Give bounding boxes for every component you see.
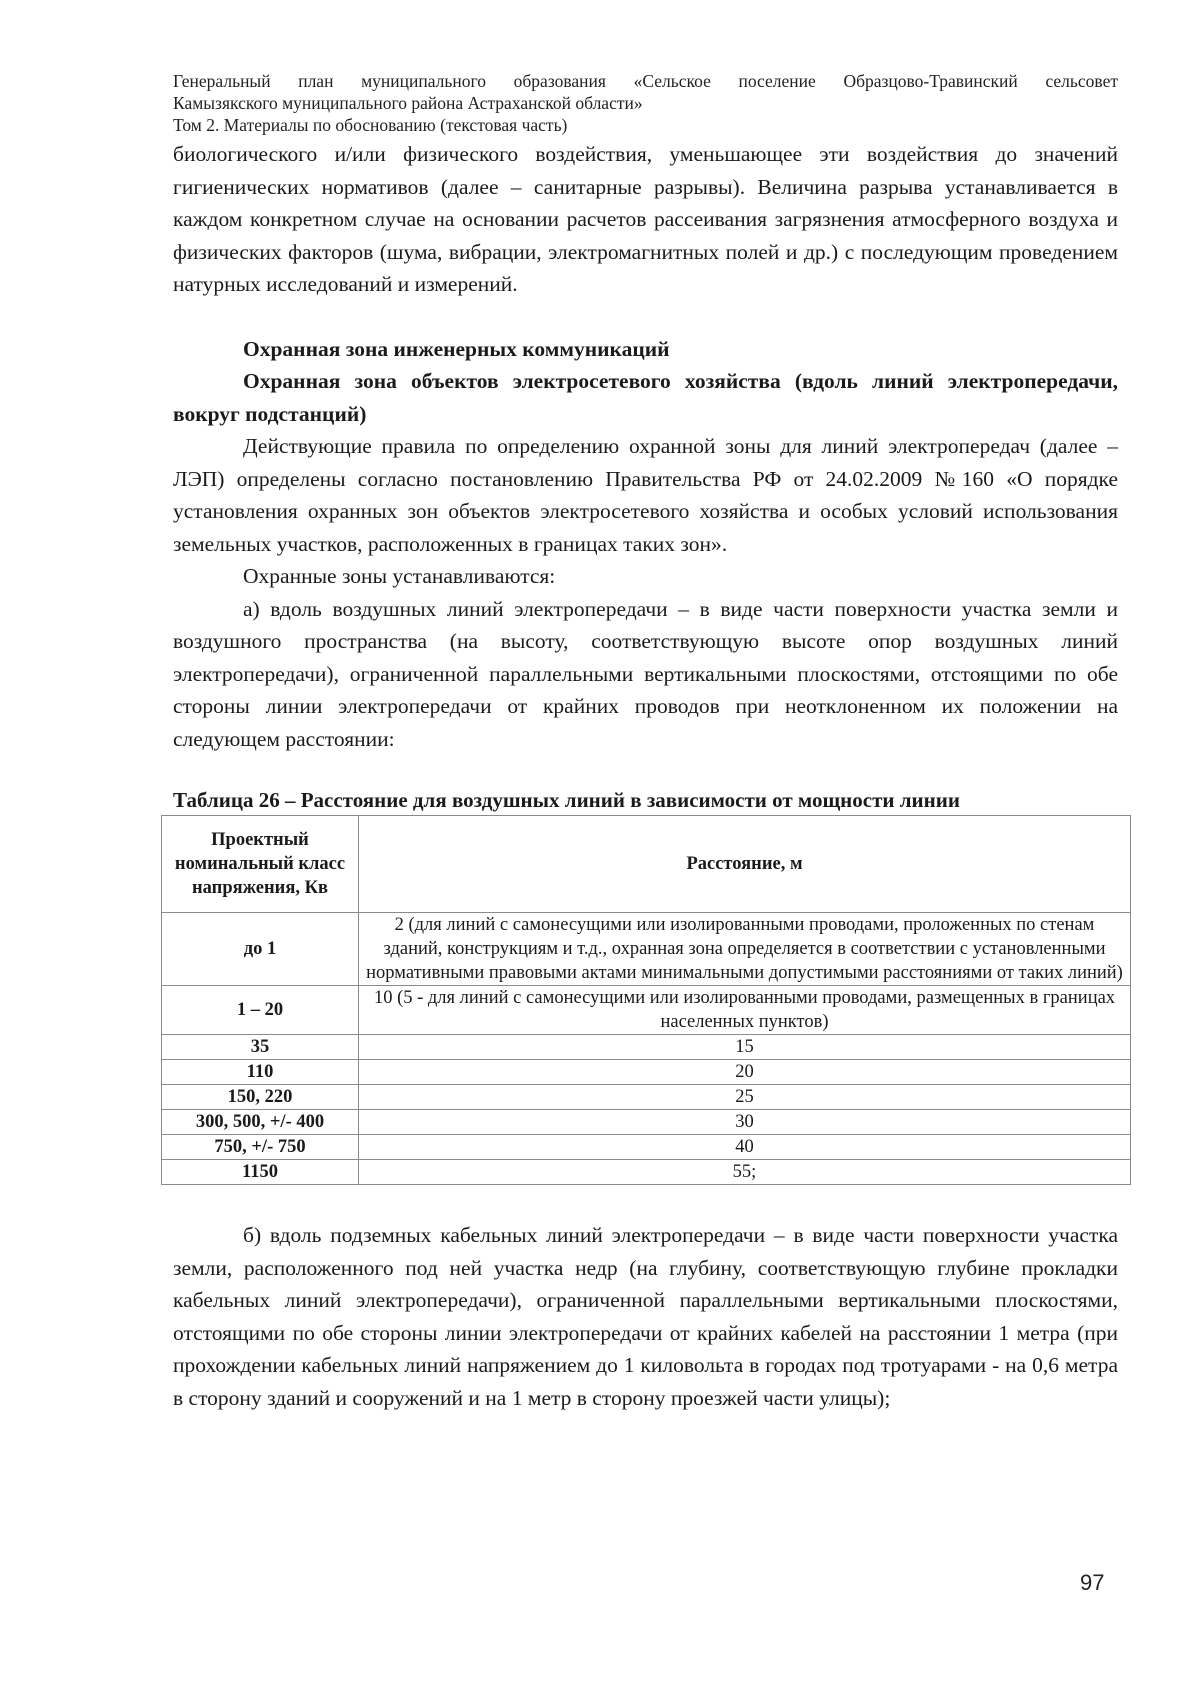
table-row (162, 913, 1131, 986)
voltage-cell: 1 – 20 (162, 986, 359, 1035)
distance-cell: 2 (для линий с самонесущими или изолированными проводами, проложенных по стенам зданий, конструкциям и т.д., охранная зона определяется в соответствии с установленными нормативными правовыми актами минимальными допустимыми расстояниями от таких линий) (359, 913, 1131, 986)
running-header (173, 70, 1118, 136)
distance-cell: 30 (359, 1110, 1131, 1135)
distance-table (161, 815, 1131, 1185)
distance-cell: 10 (5 - для линий с самонесущими или изолированными проводами, размещенных в границах населенных пунктов) (359, 986, 1131, 1035)
voltage-cell: 750, +/- 750 (162, 1135, 359, 1160)
voltage-cell: 35 (162, 1035, 359, 1060)
page-content (173, 138, 1123, 1414)
section-heading: Охранная зона инженерных коммуникаций (243, 336, 670, 361)
voltage-cell: 110 (162, 1060, 359, 1085)
paragraph-overhead-lines: а) вдоль воздушных линий электропередачи – в виде части поверхности участка земли и воздушного пространства (на высоту, соответствующую высоте опор воздушных линий электропередачи), ограниченной параллельными вертикальными плоскостями, отстоящими по обе стороны линии электропередачи от крайних проводов при неотклоненном их положении на следующем расстоянии: (173, 596, 1118, 751)
table-row (162, 1160, 1131, 1185)
distance-cell: 25 (359, 1085, 1131, 1110)
table-row (162, 1060, 1131, 1085)
table-row (162, 1135, 1131, 1160)
voltage-cell: 300, 500, +/- 400 (162, 1110, 359, 1135)
paragraph-continued: биологического и/или физического воздействия, уменьшающее эти воздействия до значений гигиенических нормативов (далее – санитарные разрывы). Величина разрыва устанавливается в каждом конкретном случае на основании расчетов рассеивания загрязнения атмосферного воздуха и физических факторов (шума, вибрации, электромагнитных полей и др.) с последующим проведением натурных исследований и измерений. (173, 142, 1118, 296)
table-row (162, 1035, 1131, 1060)
distance-cell: 15 (359, 1035, 1131, 1060)
spacer (173, 755, 1118, 785)
distance-cell: 55; (359, 1160, 1131, 1185)
voltage-cell: 150, 220 (162, 1085, 359, 1110)
table-header-row (162, 816, 1131, 913)
header-distance: Расстояние, м (359, 816, 1131, 913)
table-caption: Таблица 26 – Расстояние для воздушных линий в зависимости от мощности линии (173, 788, 960, 812)
spacer (173, 301, 1118, 333)
paragraph-rules: Действующие правила по определению охранной зоны для линий электропередач (далее – ЛЭП) определены согласно постановлению Правительства РФ от 24.02.2009 №160 «О порядке установления охранных зон объектов электросетевого хозяйства и особых условий использования земельных участков, расположенных в границах таких зон». (173, 434, 1118, 556)
voltage-cell: 1150 (162, 1160, 359, 1185)
header-line-3: Том 2. Материалы по обоснованию (текстовая часть) (173, 115, 568, 135)
spacer (173, 1185, 1118, 1219)
voltage-cell: до 1 (162, 913, 359, 986)
table-row (162, 986, 1131, 1035)
header-line-2: Камызякского муниципального района Астраханской области» (173, 93, 643, 113)
distance-cell: 40 (359, 1135, 1131, 1160)
distance-cell: 20 (359, 1060, 1131, 1085)
paragraph-zones: Охранные зоны устанавливаются: (243, 564, 556, 588)
table-row (162, 1110, 1131, 1135)
page-number: 97 (1080, 1570, 1105, 1595)
subsection-heading: Охранная зона объектов электросетевого хозяйства (вдоль линий электропередачи, вокруг подстанций) (173, 369, 1118, 426)
table-row (162, 1085, 1131, 1110)
paragraph-underground-lines: б) вдоль подземных кабельных линий электропередачи – в виде части поверхности участка земли, расположенного под ней участка недр (на глубину, соответствующую глубине прокладки кабельных линий электропередачи), ограниченной параллельными вертикальными плоскостями, отстоящими по обе стороны линии электропередачи от крайних кабелей на расстоянии 1 метра (при прохождении кабельных линий напряжением до 1 киловольта в городах под тротуарами - на 0,6 метра в сторону зданий и сооружений и на 1 метр в сторону проезжей части улицы); (173, 1223, 1118, 1410)
header-line-1: Генеральный план муниципального образования «Сельское поселение Образцово-Травинский сельсовет (173, 71, 1118, 91)
header-voltage-class: Проектный номинальный класс напряжения, Кв (162, 816, 359, 913)
